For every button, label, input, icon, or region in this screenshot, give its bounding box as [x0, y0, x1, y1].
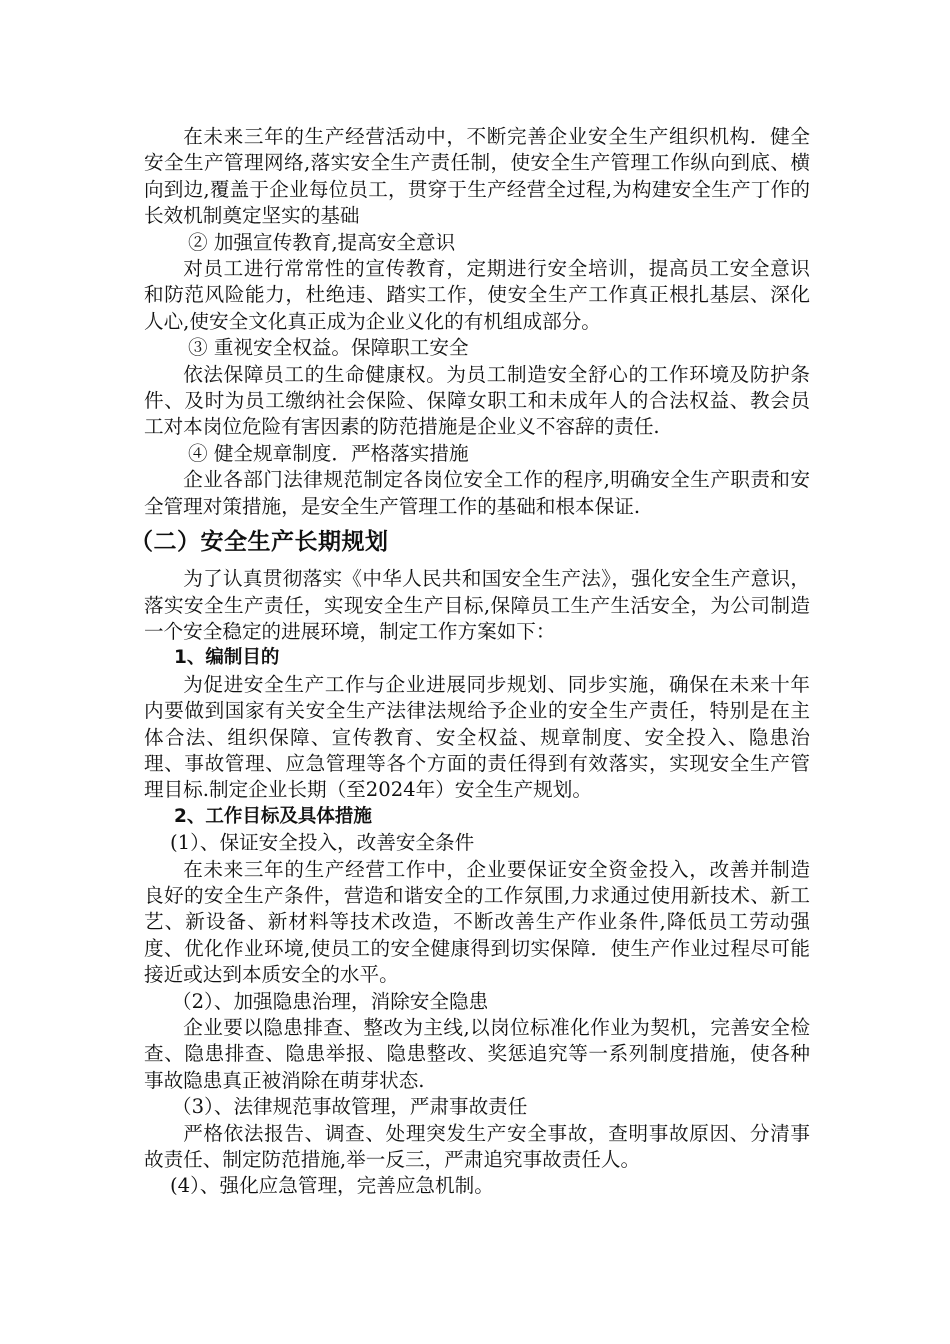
numbered-item: (1）、保证安全投入，改善安全条件 [170, 831, 475, 855]
numbered-item: （2）、加强隐患治理，消除安全隐患 [172, 989, 489, 1013]
subsection-heading: 1、编制目的 [174, 647, 280, 669]
numbered-item: （3）、法律规范事故管理，严肃事故责任 [172, 1095, 528, 1119]
paragraph: 为了认真贯彻落实《中华人民共和国安全生产法》，强化安全生产意识，落实安全生产责任，实现安全生产目标,保障员工生产生活安全，为公司制造一个安全稳定的进展环境，制定工作方案如下： [144, 567, 810, 643]
list-item-heading: ④ 健全规章制度．严格落实措施 [188, 441, 469, 465]
paragraph: 依法保障员工的生命健康权。为员工制造安全舒心的工作环境及防护条件、及时为员工缴纳社会保险、保障女职工和未成年人的合法权益、教会员工对本岗位危险有害因素的防范措施是企业义不容辞的责任. [144, 362, 810, 439]
numbered-item: (4）、强化应急管理，完善应急机制。 [170, 1174, 494, 1198]
paragraph: 在未来三年的生产经营活动中，不断完善企业安全生产组织机构．健全安全生产管理网络,落实安全生产责任制，使安全生产管理工作纵向到底、横向到边,覆盖于企业每位员工，贯穿于生产经营全过程,为构建安全生产丁作的长效机制奠定坚实的基础 [144, 125, 810, 228]
paragraph: 在未来三年的生产经营工作中，企业要保证安全资金投入，改善并制造良好的安全生产条件，营造和谐安全的工作氛围,力求通过使用新技术、新工艺、新设备、新材料等技术改造，不断改善生产作业条件,降低员工劳动强度、优化作业环境,使员工的安全健康得到切实保障．使生产作业过程尽可能接近或达到本质安全的水平。 [144, 857, 810, 987]
document-body [130, 124, 810, 1200]
paragraph: 严格依法报告、调查、处理突发生产安全事故，查明事故原因、分清事故责任、制定防范措施,举一反三，严肃追究事故责任人。 [144, 1121, 810, 1172]
section-heading: （二）安全生产长期规划 [130, 529, 389, 556]
list-item-heading: ② 加强宣传教育,提高安全意识 [188, 230, 456, 254]
paragraph: 企业要以隐患排查、整改为主线,以岗位标准化作业为契机，完善安全检查、隐患排查、隐患举报、隐患整改、奖惩追究等一系列制度措施，使各种事故隐患真正被消除在萌芽状态. [144, 1016, 810, 1092]
subsection-heading: 2、工作目标及具体措施 [174, 805, 372, 827]
paragraph: 企业各部门法律规范制定各岗位安全工作的程序,明确安全生产职责和安全管理对策措施，是安全生产管理工作的基础和根本保证. [144, 468, 810, 518]
paragraph: 为促进安全生产工作与企业进展同步规划、同步实施，确保在未来十年内要做到国家有关安全生产法律法规给予企业的安全生产责任，特别是在主体合法、组织保障、宣传教育、安全权益、规章制度、安全投入、隐患治理、事故管理、应急管理等各个方面的责任得到有效落实，实现安全生产管理目标.制定企业长期（至2024年）安全生产规划。 [144, 672, 810, 802]
list-item-heading: ③ 重视安全权益。保障职工安全 [188, 336, 469, 360]
paragraph: 对员工进行常常性的宣传教育，定期进行安全培训，提高员工安全意识和防范风险能力，杜绝违、踏实工作，使安全生产工作真正根扎基层、深化人心,使安全文化真正成为企业义化的有机组成部分。 [144, 257, 810, 333]
